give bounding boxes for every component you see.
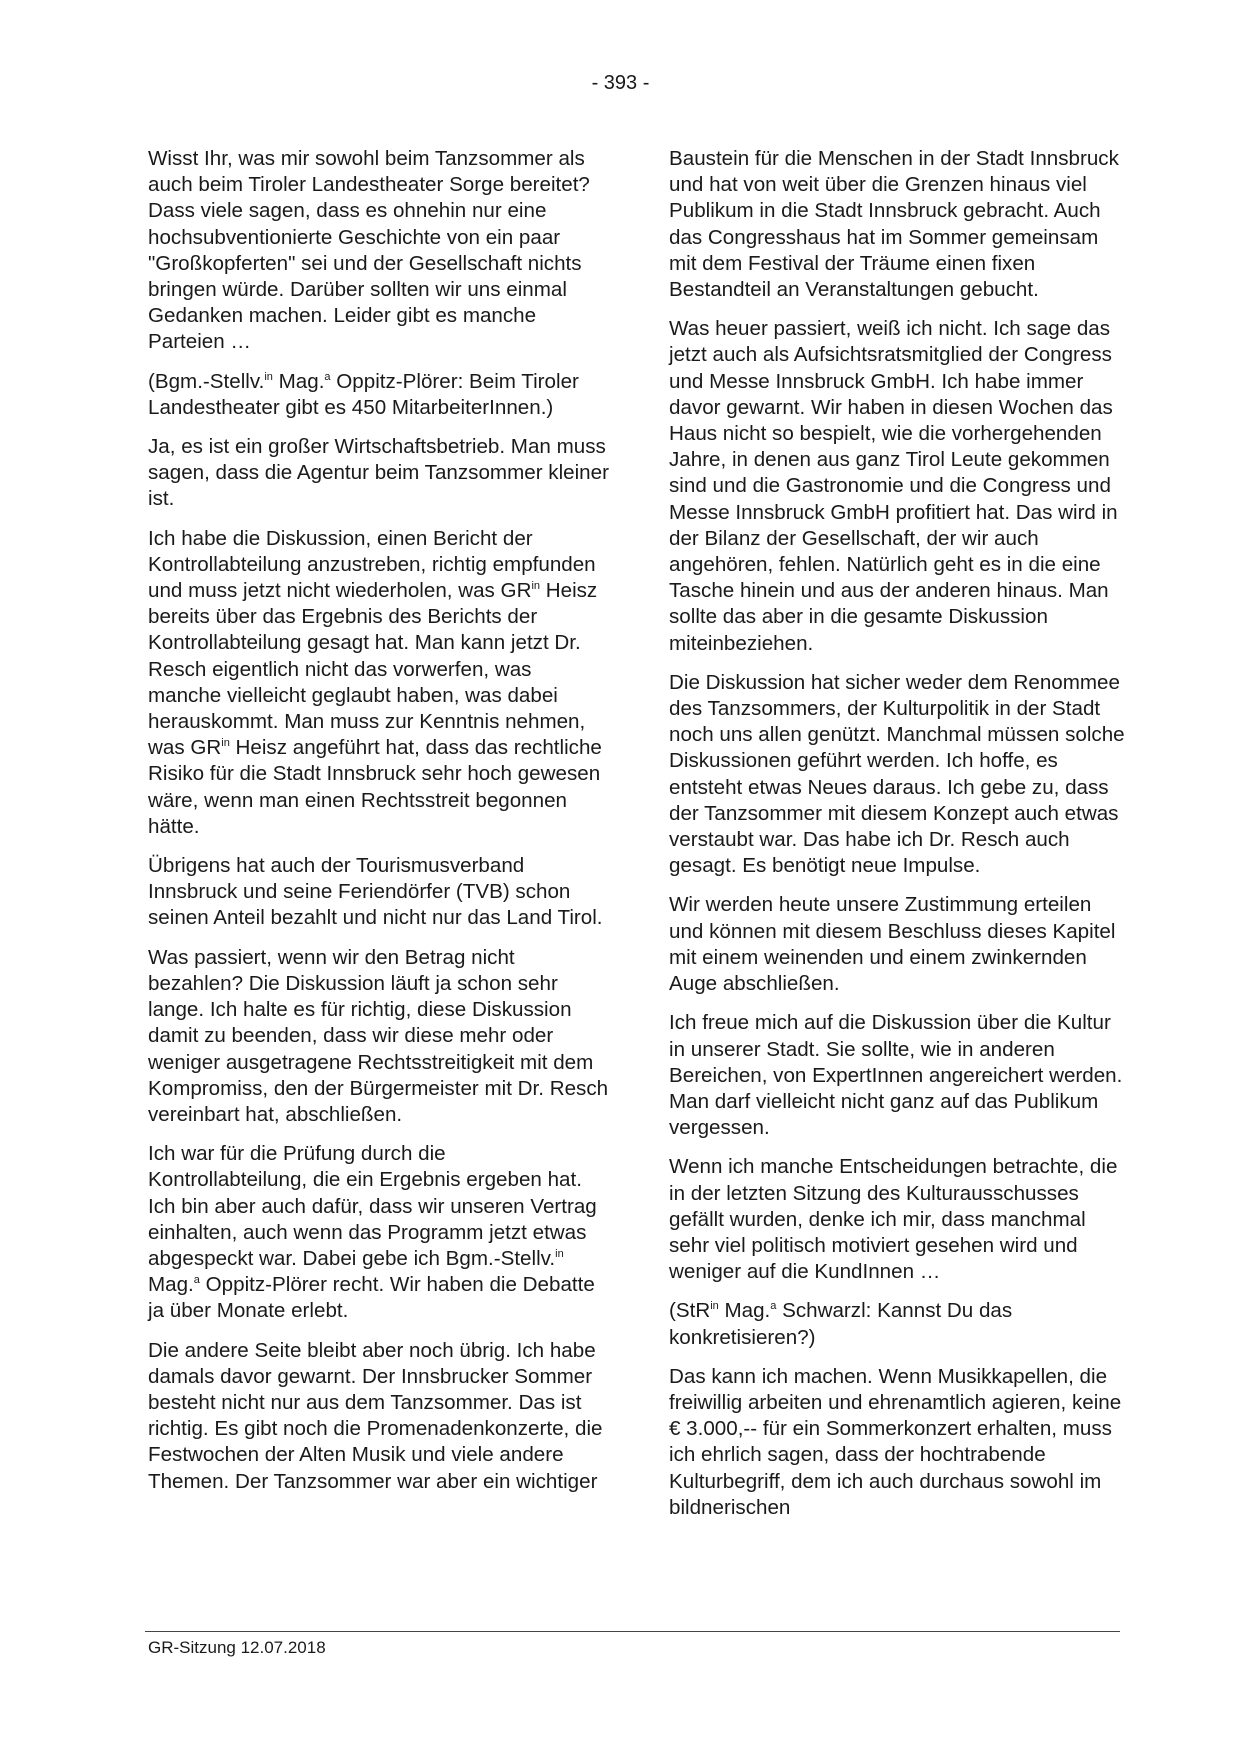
text-span: Ich habe die Diskussion, einen Bericht der Kontrollabteilung anzustreben, richtig empfunden und muss jetzt nicht wiederholen, was GR xyxy=(148,526,596,603)
paragraph: Das kann ich machen. Wenn Musikkapellen, die freiwillig arbeiten und ehrenamtlich agieren, keine € 3.000,-- für ein Sommerkonzert erhalten, muss ich ehrlich sagen, dass der hochtrabende Kulturbegriff, dem ich auch durchaus sowohl im bildnerischen xyxy=(669,1364,1122,1519)
text-span: Heisz bereits über das Ergebnis des Berichts der Kontrollabteilung gesagt hat. Man kann jetzt Dr. Resch eigentlich nicht das vorwerfen, was manche vielleicht geglaubt haben, was dabei herauskommt. Man muss zur Kenntnis nehmen, was GR xyxy=(148,579,598,760)
interjection-paragraph xyxy=(669,1298,1131,1350)
paragraph xyxy=(148,1141,610,1324)
paragraph: Ja, es ist ein großer Wirtschaftsbetrieb. Man muss sagen, dass die Agentur beim Tanzsommer kleiner ist. xyxy=(148,435,609,511)
text-span: Ich war für die Prüfung durch die Kontrollabteilung, die ein Ergebnis ergeben hat. Ich bin aber auch dafür, dass wir unseren Vertrag einhalten, auch wenn das Programm jetzt etwas abgespeckt war. Dabei gebe ich Bgm.-Stellv. xyxy=(148,1142,597,1270)
superscript: in xyxy=(264,370,273,383)
paragraph: Die andere Seite bleibt aber noch übrig. Ich habe damals davor gewarnt. Der Innsbrucker Sommer besteht nicht nur aus dem Tanzsommer. Das ist richtig. Es gibt noch die Promenadenkonzerte, die Festwochen der Alten Musik und viele andere Themen. Der Tanzsommer war aber ein wichtiger xyxy=(148,1338,603,1493)
superscript: a xyxy=(770,1300,777,1313)
superscript: in xyxy=(531,580,541,593)
paragraph: Ich freue mich auf die Diskussion über die Kultur in unserer Stadt. Sie sollte, wie in anderen Bereichen, von ExpertInnen angereichert werden. Man darf vielleicht nicht ganz auf das Publikum vergessen. xyxy=(669,1011,1123,1140)
paragraph: Was passiert, wenn wir den Betrag nicht bezahlen? Die Diskussion läuft ja schon sehr lange. Ich halte es für richtig, diese Diskussion damit zu beenden, dass wir diese mehr oder weniger ausgetragene Rechtsstreitigkeit mit dem Kompromiss, den der Bürgermeister mit Dr. Resch vereinbart hat, abschließen. xyxy=(148,945,609,1126)
text-span: Mag. xyxy=(272,369,325,393)
text-span: Heisz angeführt hat, dass das rechtliche Risiko für die Stadt Innsbruck sehr hoch gewesen wäre, wenn man einen Rechtsstreit begonnen hätte. xyxy=(148,736,602,838)
paragraph xyxy=(148,526,610,840)
superscript: in xyxy=(221,737,230,750)
paragraph: Die Diskussion hat sicher weder dem Renommee des Tanzsommers, der Kulturpolitik in der Stadt noch uns allen genützt. Manchmal müssen solche Diskussionen geführt werden. Ich hoffe, es entsteht etwas Neues daraus. Ich gebe zu, dass der Tanzsommer mit diesem Konzept auch etwas verstaubt war. Das habe ich Dr. Resch auch gesagt. Es benötigt neue Impulse. xyxy=(669,670,1125,878)
text-span: (Bgm.-Stellv. xyxy=(148,369,265,393)
text-span: Schwarzl: Kannst Du das konkretisieren?) xyxy=(669,1299,1013,1349)
page-number: - 393 - xyxy=(591,72,650,94)
text-span: Oppitz-Plörer: Beim Tiroler Landestheater gibt es 450 MitarbeiterInnen.) xyxy=(148,369,579,419)
interjection-paragraph xyxy=(148,369,610,421)
paragraph: Baustein für die Menschen in der Stadt Innsbruck und hat von weit über die Grenzen hinaus viel Publikum in die Stadt Innsbruck gebracht. Auch das Congresshaus hat im Sommer gemeinsam mit dem Festival der Träume einen fixen Bestandteil an Veranstaltungen gebucht. xyxy=(669,147,1119,302)
paragraph: Wir werden heute unsere Zustimmung erteilen und können mit diesem Beschluss dieses Kapitel mit einem weinenden und einem zwinkernden Auge abschließen. xyxy=(669,893,1116,996)
superscript: in xyxy=(710,1300,719,1313)
paragraph: Übrigens hat auch der Tourismusverband Innsbruck und seine Feriendörfer (TVB) schon seinen Anteil bezahlt und nicht nur das Land Tirol. xyxy=(148,854,603,930)
paragraph: Wenn ich manche Entscheidungen betrachte, die in der letzten Sitzung des Kulturausschusses gefällt wurden, denke ich mir, dass manchmal sehr viel politisch motiviert gesehen wird und weniger auf die KundInnen … xyxy=(669,1155,1118,1284)
footer-session-date: GR-Sitzung 12.07.2018 xyxy=(148,1638,326,1657)
superscript: in xyxy=(555,1247,564,1260)
left-column xyxy=(148,146,610,1508)
superscript: a xyxy=(324,370,331,383)
text-span: (StR xyxy=(669,1299,711,1323)
text-span: Mag. xyxy=(148,1273,194,1297)
paragraph: Wisst Ihr, was mir sowohl beim Tanzsommer als auch beim Tiroler Landestheater Sorge bereitet? Dass viele sagen, dass es ohnehin nur eine hochsubventionierte Geschichte von ein paar "Großkopferten" sei und der Gesellschaft nichts bringen würde. Darüber sollten wir uns einmal Gedanken machen. Leider gibt es manche Parteien … xyxy=(148,147,590,354)
text-span: Oppitz-Plörer recht. Wir haben die Debatte ja über Monate erlebt. xyxy=(148,1273,595,1323)
paragraph: Was heuer passiert, weiß ich nicht. Ich sage das jetzt auch als Aufsichtsratsmitglied der Congress und Messe Innsbruck GmbH. Ich habe immer davor gewarnt. Wir haben in diesen Wochen das Haus nicht so bespielt, wie die vorhergehenden Jahre, in denen aus ganz Tirol Leute gekommen sind und die Gastronomie und die Congress und Messe Innsbruck GmbH profitiert hat. Das wird in der Bilanz der Gesellschaft, der wir auch angehören, fehlen. Natürlich geht es in die eine Tasche hinein und aus der anderen hinaus. Man sollte das aber in die gesamte Diskussion miteinbeziehen. xyxy=(669,317,1118,655)
footer-divider xyxy=(145,1631,1120,1632)
superscript: a xyxy=(193,1274,200,1287)
text-span: Mag. xyxy=(718,1299,771,1323)
right-column xyxy=(669,146,1131,1534)
